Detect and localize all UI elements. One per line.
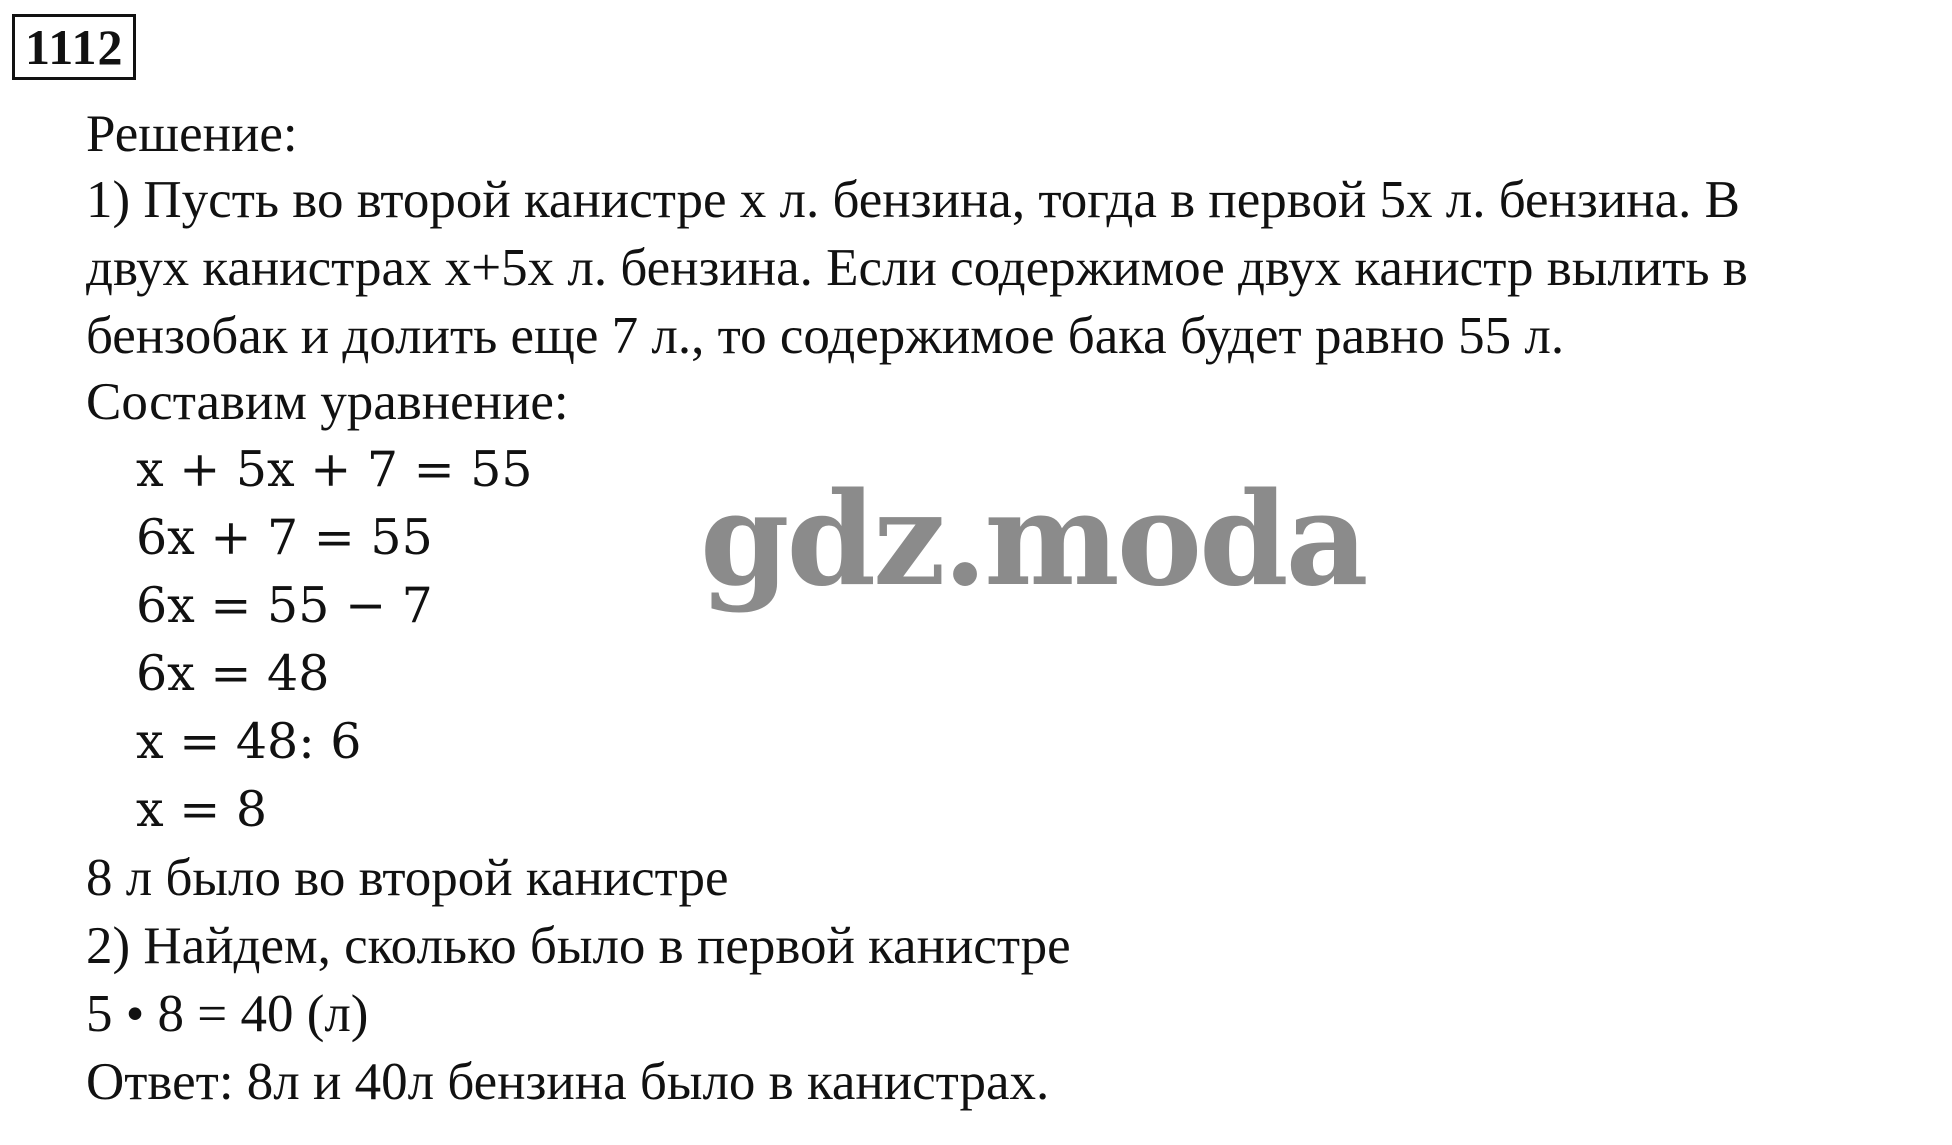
task-number: 1112: [12, 14, 136, 80]
equation-line-3: 6x = 55 − 7: [136, 577, 433, 634]
solution-heading: Решение:: [86, 105, 298, 163]
step2-calc: 5 • 8 = 40 (л): [86, 985, 369, 1043]
equation-line-6: x = 8: [136, 781, 268, 838]
result-line: 8 л было во второй канистре: [86, 849, 729, 907]
answer-line: Ответ: 8л и 40л бензина было в канистрах.: [86, 1053, 1050, 1111]
paragraph-line-1: 1) Пусть во второй канистре х л. бензина, тогда в первой 5х л. бензина. В: [86, 171, 1740, 229]
paragraph-line-3: бензобак и долить еще 7 л., то содержимое бака будет равно 55 л.: [86, 307, 1565, 365]
equation-line-4: 6x = 48: [136, 645, 330, 702]
equation-line-5: x = 48: 6: [136, 713, 362, 770]
equation-line-2: 6x + 7 = 55: [136, 509, 433, 566]
equation-line-1: x + 5x + 7 = 55: [136, 441, 533, 498]
step2-line: 2) Найдем, сколько было в первой канистре: [86, 917, 1071, 975]
watermark: gdz.moda: [700, 465, 1366, 615]
paragraph-line-2: двух канистрах х+5х л. бензина. Если содержимое двух канистр вылить в: [86, 239, 1748, 297]
equation-intro: Составим уравнение:: [86, 373, 569, 431]
